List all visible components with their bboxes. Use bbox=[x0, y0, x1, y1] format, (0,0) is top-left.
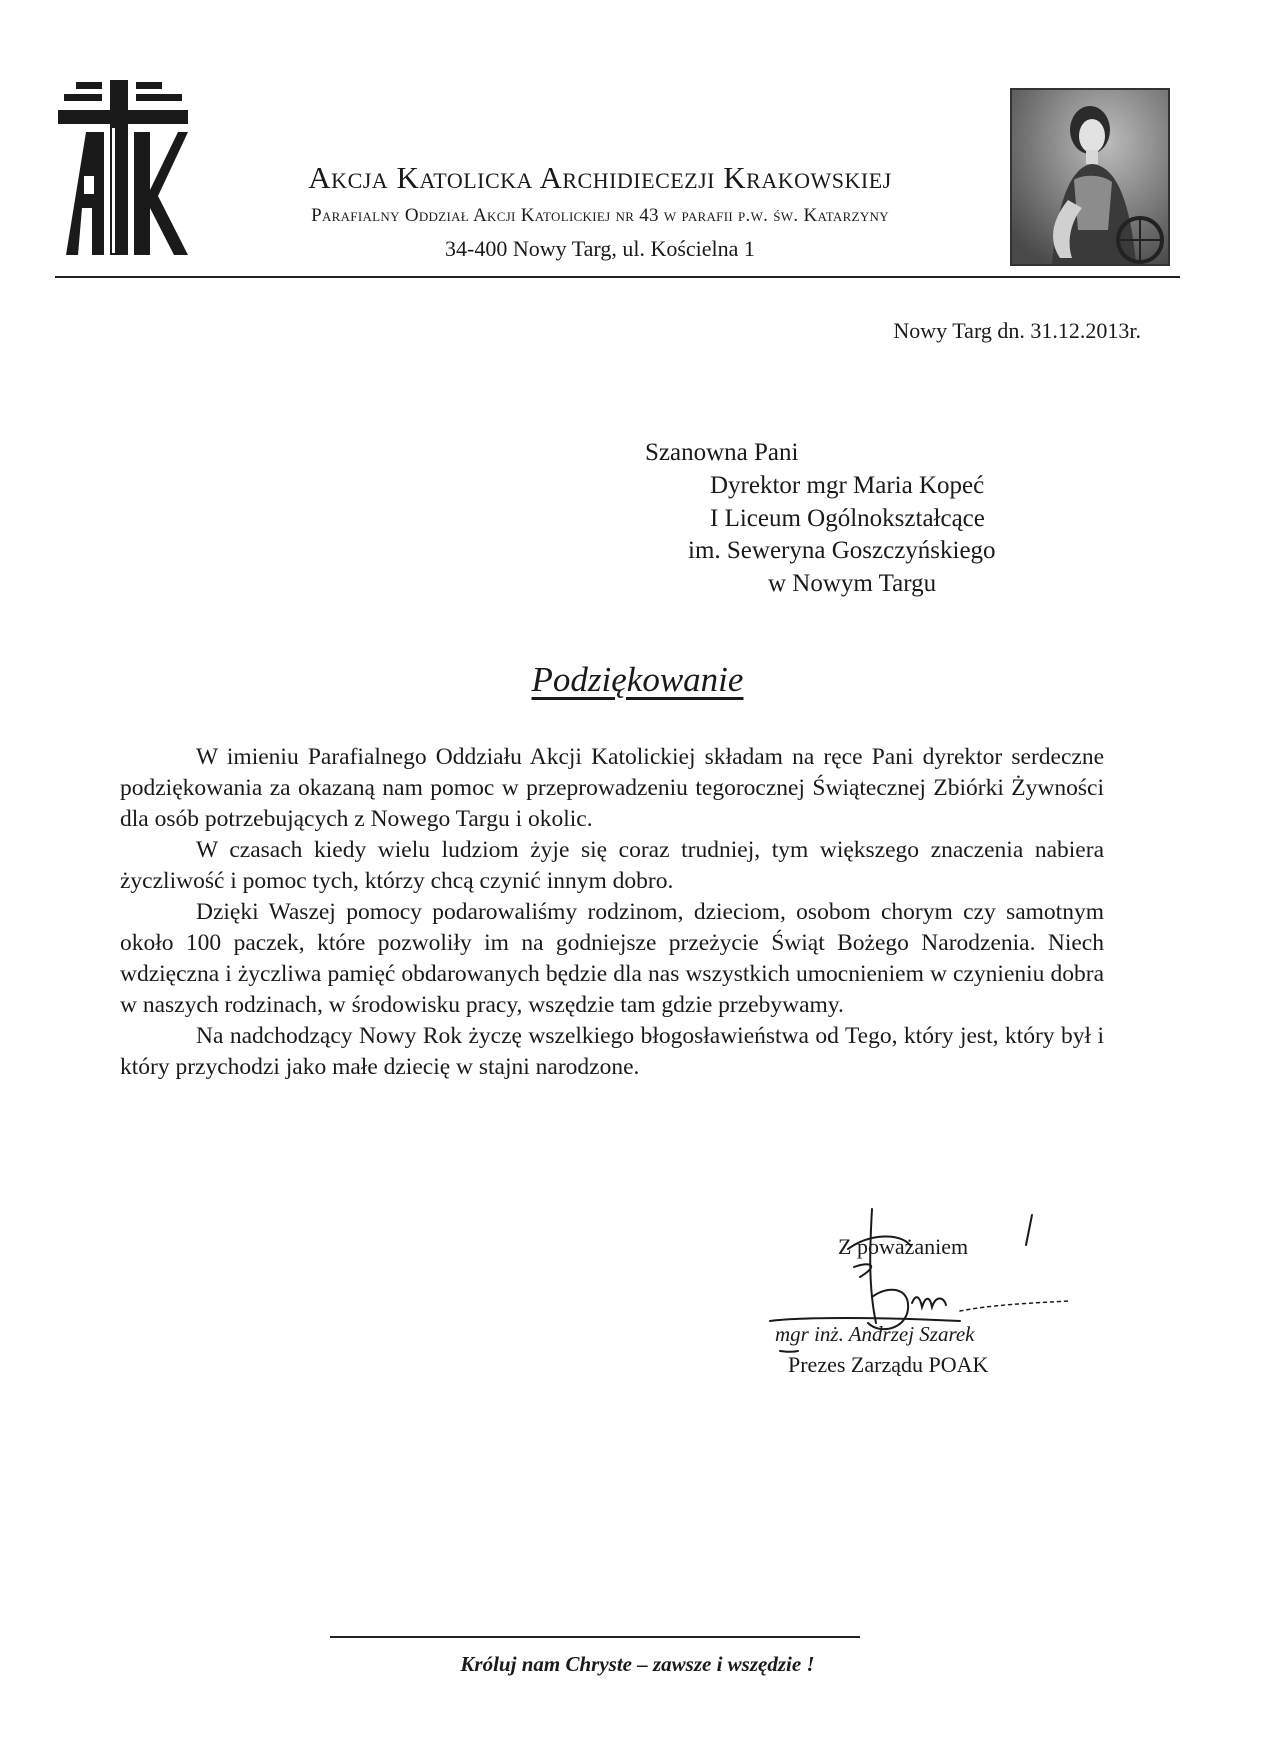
signer-name: mgr inż. Andrzej Szarek bbox=[775, 1322, 975, 1346]
letter-body bbox=[120, 742, 1104, 1083]
paragraph: W czasach kiedy wielu ludziom żyje się coraz trudniej, tym większego znaczenia nabiera życzliwość i pomoc tych, którzy chcą czynić innym dobro. bbox=[120, 837, 1104, 894]
ak-cross-logo-icon bbox=[58, 80, 188, 255]
letter-title: Podziękowanie bbox=[531, 660, 744, 699]
footer-divider bbox=[330, 1636, 860, 1638]
addressee-line-4: w Nowym Targu bbox=[768, 570, 937, 597]
organization-subtitle: Parafialny Oddział Akcji Katolickiej nr 43 w parafii p.w. św. Katarzyny bbox=[311, 205, 889, 226]
salutation: Szanowna Pani bbox=[645, 439, 799, 466]
footer-motto: Króluj nam Chryste – zawsze i wszędzie ! bbox=[460, 1652, 815, 1676]
paragraph: Dzięki Waszej pomocy podarowaliśmy rodzinom, dzieciom, osobom chorym czy samotnym około 100 paczek, które pozwoliły im na godniejsze przeżycie Świąt Bożego Narodzenia. Niech wdzięczna i życzliwa pamięć obdarowanych będzie dla nas wszystkich umocnieniem w czynieniu dobra w naszych rodzinach, w środowisku pracy, wszędzie tam gdzie przebywamy. bbox=[120, 899, 1104, 1018]
header-divider bbox=[55, 276, 1180, 278]
letter-date: Nowy Targ dn. 31.12.2013r. bbox=[893, 318, 1141, 343]
organization-address: 34-400 Nowy Targ, ul. Kościelna 1 bbox=[445, 236, 755, 261]
addressee-line-3: im. Seweryna Goszczyńskiego bbox=[688, 537, 996, 564]
saint-catherine-portrait-icon bbox=[1010, 88, 1170, 266]
closing-phrase: Z poważaniem bbox=[838, 1234, 969, 1259]
signer-role: Prezes Zarządu POAK bbox=[788, 1352, 989, 1377]
paragraph: W imieniu Parafialnego Oddziału Akcji Katolickiej składam na ręce Pani dyrektor serdeczne podziękowania za okazaną nam pomoc w przeprowadzeniu tegorocznej Świątecznej Zbiórki Żywności dla osób potrzebujących z Nowego Targu i okolic. bbox=[120, 744, 1104, 832]
addressee-line-1: Dyrektor mgr Maria Kopeć bbox=[710, 472, 985, 499]
paragraph: Na nadchodzący Nowy Rok życzę wszelkiego błogosławieństwa od Tego, który jest, który był i który przychodzi jako małe dziecię w stajni narodzone. bbox=[120, 1023, 1104, 1080]
organization-title: Akcja Katolicka Archidiecezji Krakowskiej bbox=[308, 160, 892, 195]
addressee-line-2: I Liceum Ogólnokształcące bbox=[710, 505, 985, 532]
